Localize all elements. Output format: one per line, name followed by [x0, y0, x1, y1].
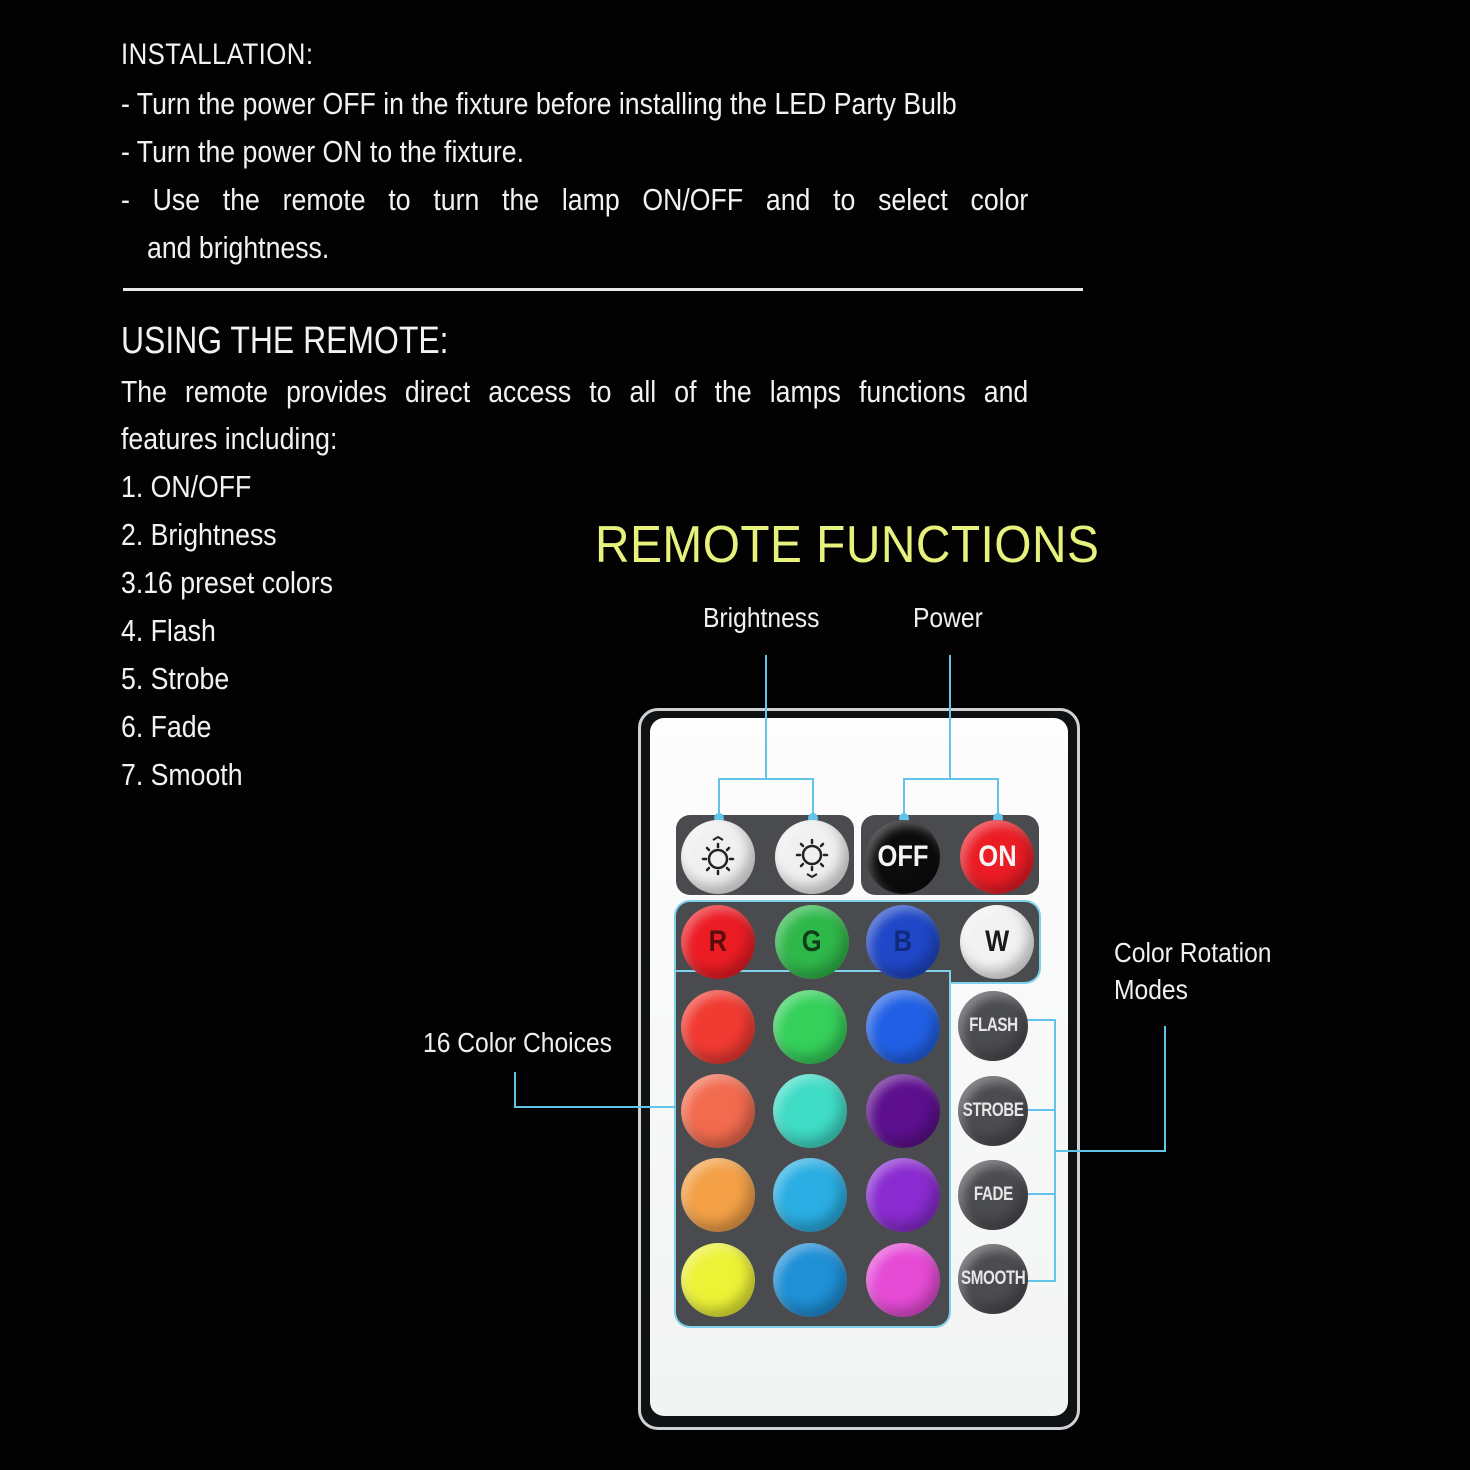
word: and	[983, 374, 1029, 409]
feature-item: 4. Flash	[121, 613, 216, 648]
strobe-button-label: STROBE	[962, 1100, 1024, 1121]
feature-item: 3.16 preset colors	[121, 565, 333, 600]
using-remote-intro-continued: features including:	[121, 421, 338, 456]
brightness-connector	[718, 778, 720, 818]
word: lamp	[561, 182, 620, 217]
color-swatch-button[interactable]	[866, 1074, 940, 1148]
word: the	[714, 374, 752, 409]
brightness-up-icon	[790, 835, 834, 879]
word: and	[765, 182, 811, 217]
word: to	[833, 182, 856, 217]
color-swatch-button[interactable]	[866, 990, 940, 1064]
word: functions	[858, 374, 966, 409]
color-swatch-button[interactable]	[681, 990, 755, 1064]
word: -	[121, 182, 130, 217]
word: lamps	[769, 374, 841, 409]
word: to	[589, 374, 612, 409]
fade-button[interactable]	[958, 1160, 1028, 1230]
color-swatch-button[interactable]	[866, 1158, 940, 1232]
green-button[interactable]	[775, 905, 849, 979]
installation-step-3-continued: and brightness.	[147, 230, 330, 265]
word: turn	[433, 182, 480, 217]
modes-connector	[1024, 1280, 1056, 1282]
brightness-connector	[765, 655, 767, 779]
word: remote	[282, 182, 366, 217]
installation-heading: INSTALLATION:	[121, 38, 314, 71]
color-swatch-button[interactable]	[866, 1243, 940, 1317]
feature-item: 6. Fade	[121, 709, 212, 744]
blue-button-label: B	[893, 925, 913, 958]
flash-button[interactable]	[958, 991, 1028, 1061]
color-choices-connector	[514, 1072, 516, 1108]
green-button-label: G	[802, 925, 822, 958]
power-connector	[949, 655, 951, 779]
white-button-label: W	[984, 925, 1010, 958]
installation-step-3	[121, 182, 1028, 218]
remote-functions-title: REMOTE FUNCTIONS	[595, 516, 1100, 574]
brightness-label: Brightness	[703, 602, 820, 633]
color-swatch-button[interactable]	[773, 1074, 847, 1148]
brightness-up-button[interactable]	[775, 820, 849, 894]
flash-button-label: FLASH	[968, 1015, 1018, 1036]
color-swatch-button[interactable]	[681, 1074, 755, 1148]
color-choices-connector	[514, 1106, 676, 1108]
modes-connector	[1024, 1193, 1056, 1195]
red-button[interactable]	[681, 905, 755, 979]
feature-item: 7. Smooth	[121, 757, 243, 792]
power-label: Power	[913, 602, 983, 633]
color-swatch-button[interactable]	[681, 1243, 755, 1317]
modes-connector	[1164, 1026, 1166, 1152]
red-button-label: R	[708, 925, 728, 958]
feature-item: 5. Strobe	[121, 661, 230, 696]
on-button[interactable]	[960, 820, 1034, 894]
off-button-label: OFF	[877, 840, 929, 873]
modes-connector	[1054, 1150, 1166, 1152]
fade-button-label: FADE	[973, 1184, 1013, 1205]
word: color	[970, 182, 1029, 217]
power-connector	[997, 778, 999, 818]
word: direct	[404, 374, 471, 409]
brightness-connector	[718, 778, 814, 780]
color-swatch-button[interactable]	[773, 1158, 847, 1232]
word: The	[121, 374, 167, 409]
on-button-label: ON	[977, 840, 1017, 873]
feature-item: 2. Brightness	[121, 517, 277, 552]
section-divider	[123, 288, 1083, 291]
smooth-button-label: SMOOTH	[960, 1268, 1026, 1289]
power-connector	[903, 778, 905, 818]
color-swatch-button[interactable]	[773, 1243, 847, 1317]
word: Use	[152, 182, 201, 217]
word: the	[502, 182, 540, 217]
using-remote-intro	[121, 374, 1028, 410]
brightness-down-icon	[696, 835, 740, 879]
color-rotation-label-line-2: Modes	[1114, 974, 1188, 1005]
word: all	[629, 374, 657, 409]
color-swatch-button[interactable]	[681, 1158, 755, 1232]
installation-step-1: - Turn the power OFF in the fixture before installing the LED Party Bulb	[121, 86, 957, 121]
power-connector	[903, 778, 999, 780]
strobe-button[interactable]	[958, 1076, 1028, 1146]
word: the	[222, 182, 260, 217]
word: access	[488, 374, 572, 409]
word: provides	[286, 374, 387, 409]
off-button[interactable]	[866, 820, 940, 894]
white-button[interactable]	[960, 905, 1034, 979]
color-swatch-button[interactable]	[773, 990, 847, 1064]
word: remote	[185, 374, 268, 409]
using-remote-heading: USING THE REMOTE:	[121, 320, 449, 362]
brightness-connector	[812, 778, 814, 818]
color-rotation-label: Color Rotation	[1114, 937, 1272, 968]
installation-step-2: - Turn the power ON to the fixture.	[121, 134, 525, 169]
modes-connector	[1024, 1019, 1056, 1021]
word: to	[388, 182, 411, 217]
feature-item: 1. ON/OFF	[121, 469, 252, 504]
blue-button[interactable]	[866, 905, 940, 979]
color-choices-label: 16 Color Choices	[423, 1027, 613, 1058]
word: select	[878, 182, 948, 217]
word: of	[674, 374, 697, 409]
brightness-down-button[interactable]	[681, 820, 755, 894]
smooth-button[interactable]	[958, 1244, 1028, 1314]
word: ON/OFF	[642, 182, 744, 217]
modes-connector	[1024, 1109, 1056, 1111]
